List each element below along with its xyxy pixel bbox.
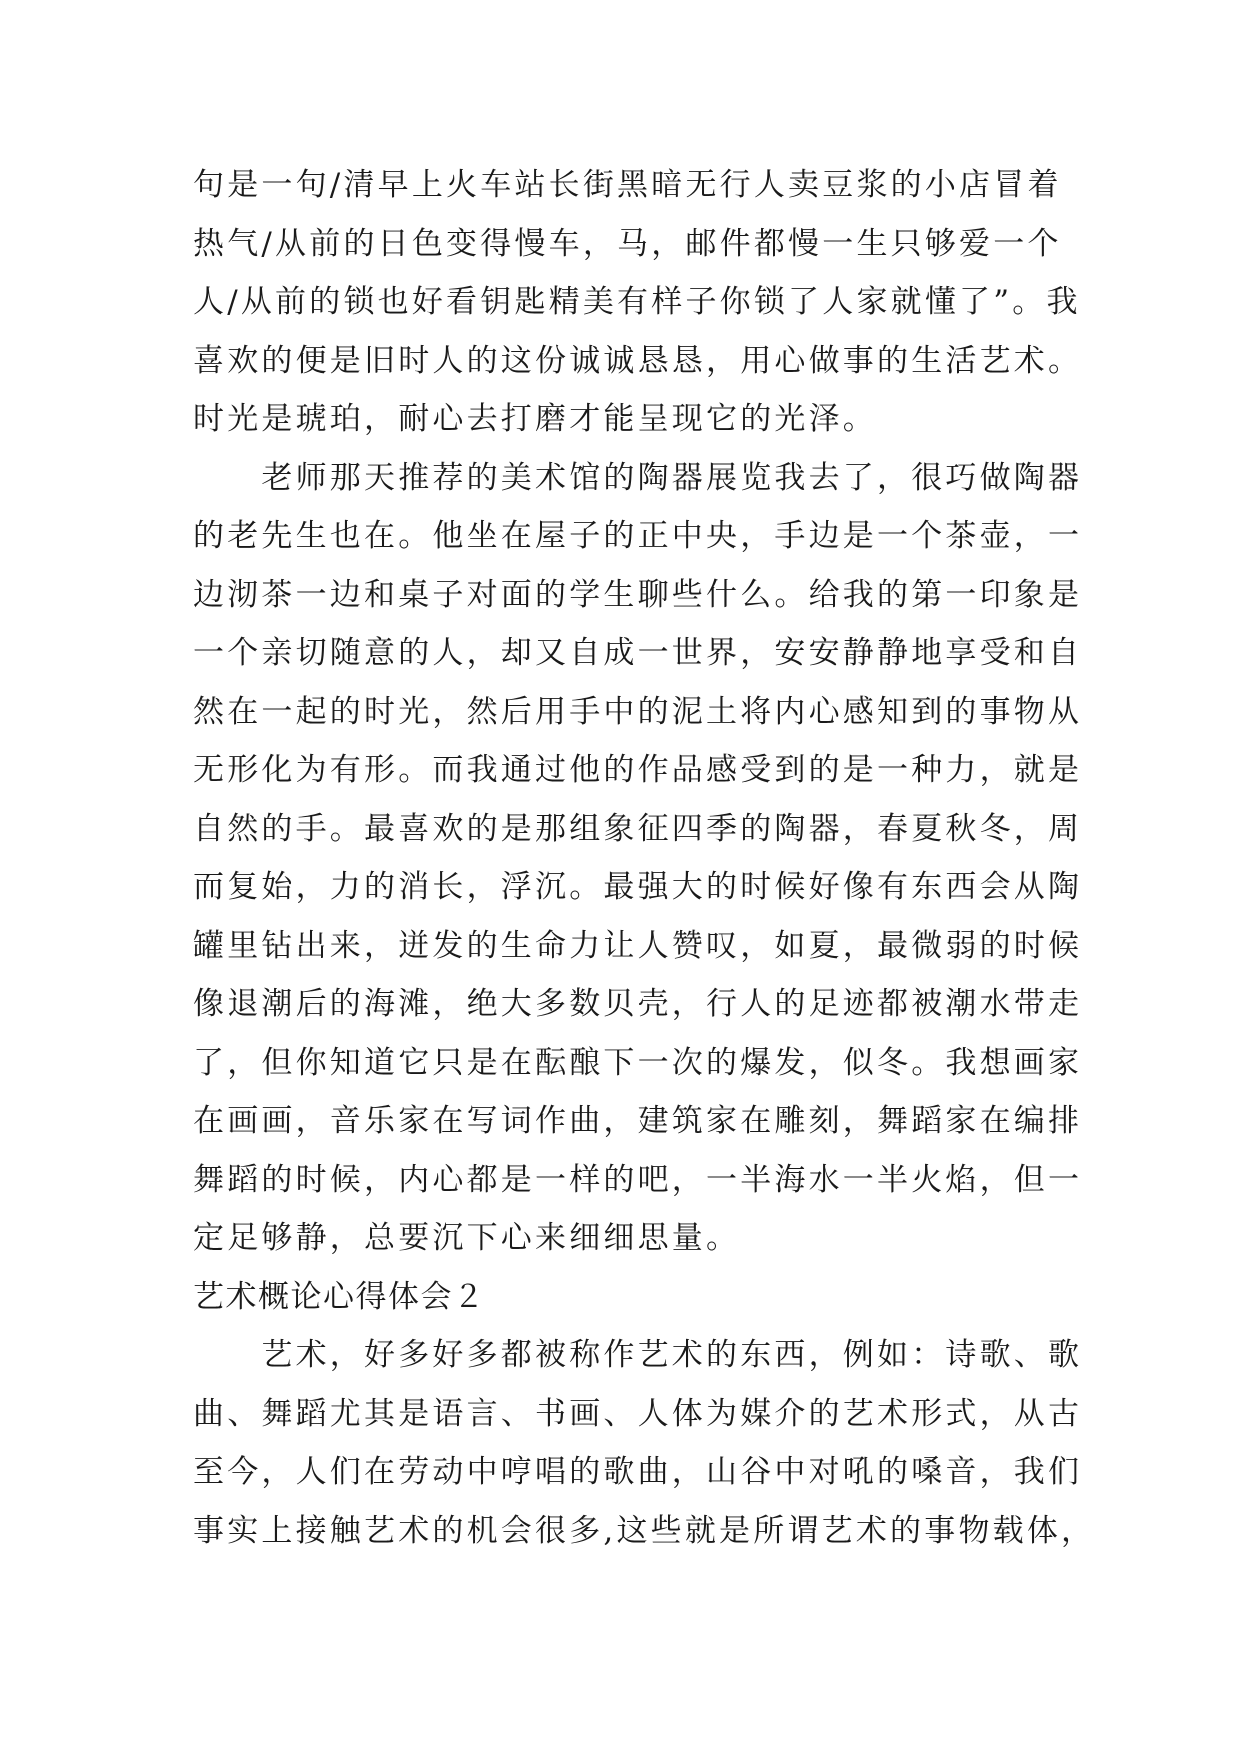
text-line: 艺术，好多好多都被称作艺术的东西，例如：诗歌、歌 <box>193 1337 1083 1373</box>
text-line: 老师那天推荐的美术馆的陶器展览我去了，很巧做陶器 <box>193 459 1083 496</box>
text-line: 舞蹈的时候，内心都是一样的吧，一半海水一半火焰，但一 <box>193 1161 1083 1198</box>
text-line: 时光是琥珀，耐心去打磨才能呈现它的光泽。 <box>193 401 877 437</box>
text-line: 喜欢的便是旧时人的这份诚诚恳恳，用心做事的生活艺术。 <box>193 342 1083 379</box>
text-line: 然在一起的时光，然后用手中的泥土将内心感知到的事物从 <box>193 693 1083 730</box>
text-line: 至今，人们在劳动中哼唱的歌曲，山谷中对吼的嗓音，我们 <box>193 1454 1083 1490</box>
text-line: 自然的手。最喜欢的是那组象征四季的陶器，春夏秋冬，周 <box>193 810 1083 847</box>
text-line: 罐里钻出来，迸发的生命力让人赞叹，如夏，最微弱的时候 <box>193 927 1083 964</box>
text-line: 人/从前的锁也好看钥匙精美有样子你锁了人家就懂了”。我 <box>193 284 1081 320</box>
text-line: 一个亲切随意的人，却又自成一世界，安安静静地享受和自 <box>193 635 1083 671</box>
text-line: 句是一句/清早上火车站长街黑暗无行人卖豆浆的小店冒着 <box>193 167 1062 203</box>
text-line: 的老先生也在。他坐在屋子的正中央，手边是一个茶壶，一 <box>193 518 1083 554</box>
text-line: 像退潮后的海滩，绝大多数贝壳，行人的足迹都被潮水带走 <box>193 986 1083 1022</box>
text-line: 边沏茶一边和桌子对面的学生聊些什么。给我的第一印象是 <box>193 576 1083 613</box>
document-body <box>193 156 1096 1560</box>
text-line: 曲、舞蹈尤其是语言、书画、人体为媒介的艺术形式，从古 <box>193 1395 1083 1432</box>
text-line: 了，但你知道它只是在酝酿下一次的爆发，似冬。我想画家 <box>193 1044 1083 1081</box>
text-line: 而复始，力的消长，浮沉。最强大的时候好像有东西会从陶 <box>193 869 1083 905</box>
text-line: 在画画，音乐家在写词作曲，建筑家在雕刻，舞蹈家在编排 <box>193 1103 1083 1139</box>
section-heading: 艺术概论心得体会２ <box>193 1278 486 1315</box>
text-line: 定足够静，总要沉下心来细细思量。 <box>193 1220 741 1256</box>
text-line: 事实上接触艺术的机会很多,这些就是所谓艺术的事物载体， <box>193 1512 1096 1549</box>
text-line: 无形化为有形。而我通过他的作品感受到的是一种力，就是 <box>193 752 1083 788</box>
text-line: 热气/从前的日色变得慢车，马，邮件都慢一生只够爱一个 <box>193 225 1062 262</box>
